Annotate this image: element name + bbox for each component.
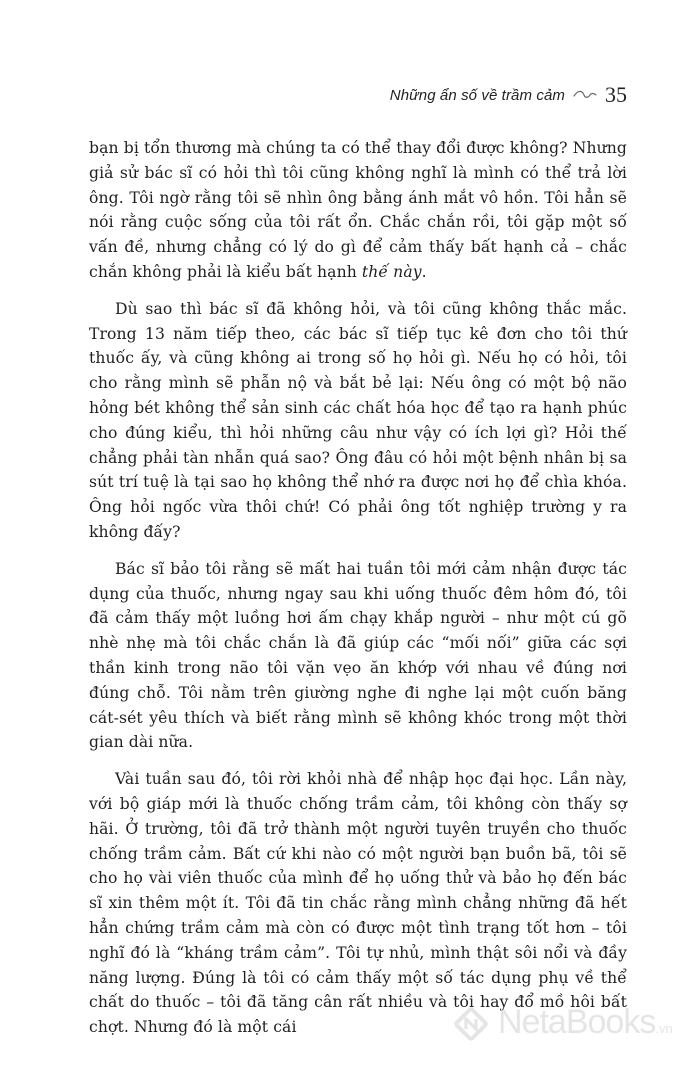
paragraph-1-text: bạn bị tổn thương mà chúng ta có thể thay đổi được không? Nhưng giả sử bác sĩ có hỏi thì tôi cũng không nghĩ là mình có thể trả lời ông. Tôi ngờ rằng tôi sẽ nhìn ông bằng ánh mắt vô hồn. Tôi hẳn sẽ nói rằng cuộc sống của tôi rất ổn. Chắc chắn rồi, tôi gặp một số vấn đề, nhưng chẳng có lý do gì để cảm thấy bất hạnh cả – chắc chắn không phải là kiểu bất hạnh <box>89 139 627 281</box>
page-body-text <box>89 136 627 1040</box>
paragraph-2: Dù sao thì bác sĩ đã không hỏi, và tôi cũng không thắc mắc. Trong 13 năm tiếp theo, các bác sĩ tiếp tục kê đơn cho tôi thứ thuốc ấy, và cũng không ai trong số họ hỏi gì. Nếu họ có hỏi, tôi cho rằng mình sẽ phẫn nộ và bắt bẻ lại: Nếu ông có một bộ não hỏng bét không thể sản sinh các chất hóa học để tạo ra hạnh phúc cho đúng kiểu, thì hỏi những câu như vậy có ích lợi gì? Hỏi thế chẳng phải tàn nhẫn quá sao? Ông đâu có hỏi một bệnh nhân bị sa sút trí tuệ là tại sao họ không thể nhớ ra được nơi họ để chìa khóa. Ông hỏi ngốc vừa thôi chứ! Có phải ông tốt nghiệp trường y ra không đấy? <box>89 299 627 541</box>
page-number: 35 <box>605 82 627 107</box>
netabooks-watermark <box>454 1003 698 1047</box>
running-head <box>390 84 627 106</box>
paragraph-1-ending: . <box>421 262 427 281</box>
running-title: Những ẩn số về trầm cảm <box>389 86 565 104</box>
watermark-brand-name: NetaBooks <box>498 1002 656 1041</box>
swirl-ornament-icon <box>573 89 597 101</box>
watermark-brand <box>498 1002 673 1046</box>
emphasis-text: thế này <box>361 262 422 281</box>
paragraph-4: Vài tuần sau đó, tôi rời khỏi nhà để nhập học đại học. Lần này, với bộ giáp mới là thuốc chống trầm cảm, tôi không còn thấy sợ hãi. Ở trường, tôi đã trở thành một người tuyên truyền cho thuốc chống trầm cảm. Bất cứ khi nào có một người bạn buồn bã, tôi sẽ cho họ vài viên thuốc của mình để họ uống thử và bảo họ đến bác sĩ xin thêm một ít. Tôi đã tin chắc rằng mình chẳng những đã hết hẳn chứng trầm cảm mà còn có được một tình trạng tốt hơn – tôi nghĩ đó là “kháng trầm cảm”. Tôi tự nhủ, mình thật sôi nổi và đầy năng lượng. Đúng là tôi có cảm thấy một số tác dụng phụ về thể chất do thuốc – tôi đã tăng cân rất nhiều và tôi hay đổ mồ hôi bất chợt. Nhưng đó là một cái <box>89 770 627 1037</box>
watermark-domain-suffix: .vn <box>655 1020 673 1036</box>
paragraph-3: Bác sĩ bảo tôi rằng sẽ mất hai tuần tôi mới cảm nhận được tác dụng của thuốc, nhưng ngay sau khi uống thuốc đêm hôm đó, tôi đã cảm thấy một luồng hơi ấm chạy khắp người – như một cú gõ nhè nhẹ mà tôi chắc chắn là đã giúp các “mối nối” giữa các sợi thần kinh trong não tôi vặn vẹo ăn khớp với nhau về đúng nơi đúng chỗ. Tôi nằm trên giường nghe đi nghe lại một cuốn băng cát-sét yêu thích và biết rằng mình sẽ không khóc trong một thời gian dài nữa. <box>89 559 627 752</box>
netabooks-logo-icon <box>454 1007 490 1043</box>
paragraph-1 <box>89 136 627 285</box>
